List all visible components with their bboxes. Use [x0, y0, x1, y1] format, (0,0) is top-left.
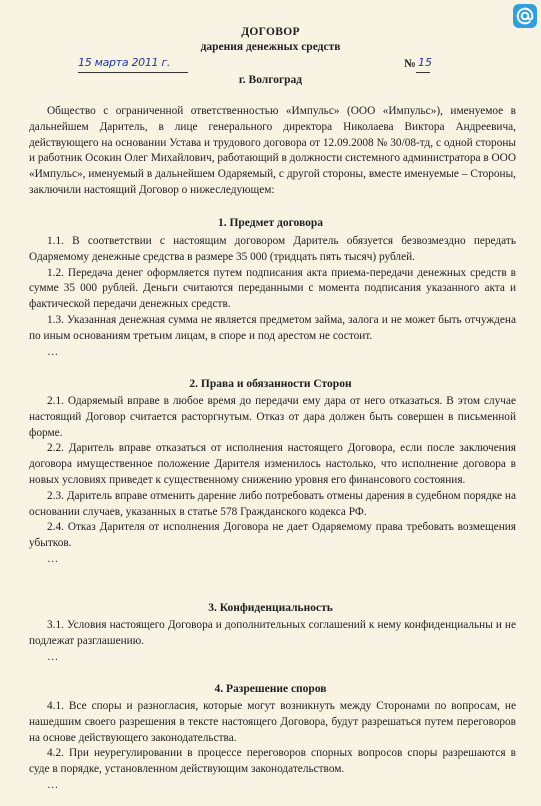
number-label: № — [404, 58, 416, 70]
clause-paragraph: 2.3. Даритель вправе отменить дарение либо потребовать отмены дарения в судебном порядке на основании случаев, указанных в статье 578 Гражданского кодекса РФ. — [29, 489, 516, 518]
ellipsis: … — [47, 345, 59, 358]
document-title: ДОГОВОР — [241, 26, 300, 38]
clause-paragraph: 3.1. Условия настоящего Договора и дополнительных соглашений к нему конфиденциальны и не подлежат разглашению. — [29, 619, 516, 647]
clause-paragraph: 2.2. Даритель вправе отказаться от исполнения настоящего Договора, если после заключения договора имущественное положение Дарителя изменилось настолько, что исполнение договора в новых условиях приведет к существенному снижению уровня его финансового состояния. — [29, 442, 516, 486]
city: г. Волгоград — [238, 74, 303, 86]
ellipsis: … — [47, 650, 59, 663]
section-heading: 3. Конфиденциальность — [208, 602, 333, 614]
at-sign-icon[interactable] — [513, 4, 537, 28]
section-body — [29, 618, 516, 665]
section-body — [29, 234, 516, 360]
ellipsis: … — [47, 552, 59, 565]
section-heading: 2. Права и обязанности Сторон — [189, 378, 352, 390]
ellipsis: … — [47, 778, 59, 791]
at-sign-glyph — [516, 7, 534, 25]
clause-paragraph: 4.1. Все споры и разногласия, которые могут возникнуть между Сторонами по вопросам, не нашедшим своего разрешения в тексте настоящего Договора, будут разрешаться путем переговоров на основе действующего законодательства. — [29, 700, 516, 744]
contract-number: 15 — [418, 56, 432, 69]
preamble-block — [29, 104, 516, 199]
section-body — [29, 394, 516, 568]
clause-paragraph: 1.3. Указанная денежная сумма не является предметом займа, залога и не может быть отчуждена по иным основаниям третьим лицам, в споре и под арестом не состоит. — [29, 313, 516, 342]
clause-paragraph: 2.1. Одаряемый вправе в любое время до передачи ему дара от него отказаться. В этом случае настоящий Договор считается расторгнутым. Отказ от дара должен быть совершен в письменной форме. — [29, 395, 516, 439]
section-heading: 4. Разрешение споров — [214, 683, 327, 695]
clause-paragraph: 4.2. При неурегулировании в процессе переговоров спорных вопросов споры разрешаются в суде в порядке, установленном действующим законодательством. — [29, 747, 516, 776]
section-heading: 1. Предмет договора — [217, 217, 324, 229]
clause-paragraph: 1.1. В соответствии с настоящим договором Даритель обязуется безвозмездно передать Одаряемому денежные средства в размере 35 000 (тридцать пять тысяч) рублей. — [29, 235, 516, 263]
clause-paragraph: 1.2. Передача денег оформляется путем подписания акта приема-передачи денежных средств в сумме 35 000 рублей. Деньги считаются переданными с момента подписания указанного акта и фактической передачи денежных средств. — [29, 266, 516, 311]
document-subtitle: дарения денежных средств — [200, 41, 341, 53]
preamble-paragraph: Общество с ограниченной ответственностью «Импульс» (ООО «Импульс»), именуемое в дальнейшем Даритель, в лице генерального директора Николаева Виктора Андреевича, действующего на основании Устава и трудового договора от 12.09.2008 № 30/08-тд, с одной стороны и работник Осокин Олег Михайлович, работающий в должности системного администратора в ООО «Импульс», именуемый в дальнейшем Одаряемый, с другой стороны, вместе именуемые – Стороны, заключили настоящий Договор о нижеследующем: — [29, 105, 516, 196]
section-body — [29, 699, 516, 794]
contract-date: 15 марта 2011 г. — [78, 56, 171, 69]
clause-paragraph: 2.4. Отказ Дарителя от исполнения Договора не дает Одаряемому права требовать возмещения убытков. — [29, 521, 516, 550]
